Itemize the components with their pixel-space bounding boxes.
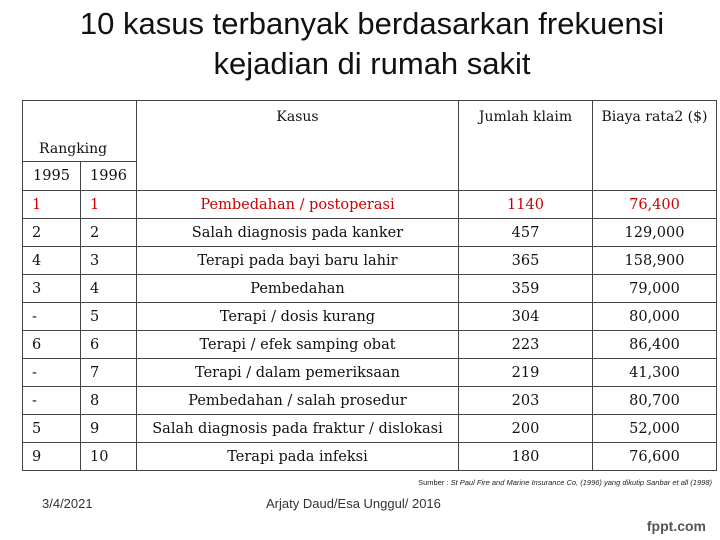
slide-title bbox=[0, 4, 720, 84]
source-text: St Paul Fire and Marine Insurance Co, (1996) yang dikutip Sanbar et all (1998) bbox=[450, 478, 712, 487]
rank-1996-cell: 9 bbox=[81, 415, 137, 443]
biaya-header: Biaya rata2 ($) bbox=[593, 101, 717, 191]
kasus-cell: Pembedahan / salah prosedur bbox=[137, 387, 459, 415]
rank-1995-cell: 4 bbox=[23, 247, 81, 275]
rank-1995-cell: 5 bbox=[23, 415, 81, 443]
rank-1995-cell: 9 bbox=[23, 443, 81, 471]
jumlah-cell: 203 bbox=[459, 387, 593, 415]
biaya-cell: 76,600 bbox=[593, 443, 717, 471]
kasus-cell: Terapi / dosis kurang bbox=[137, 303, 459, 331]
rangking-header: Rangking bbox=[39, 141, 108, 157]
rank-1996-cell: 5 bbox=[81, 303, 137, 331]
table-row bbox=[23, 303, 717, 331]
rank-1996-cell: 10 bbox=[81, 443, 137, 471]
table-row bbox=[23, 443, 717, 471]
table-row bbox=[23, 191, 717, 219]
table-row bbox=[23, 415, 717, 443]
slide-title-line-1: 10 kasus terbanyak berdasarkan frekuensi bbox=[79, 6, 665, 41]
biaya-cell: 80,700 bbox=[593, 387, 717, 415]
kasus-cell: Terapi / efek samping obat bbox=[137, 331, 459, 359]
jumlah-cell: 365 bbox=[459, 247, 593, 275]
table-row bbox=[23, 247, 717, 275]
biaya-cell: 158,900 bbox=[593, 247, 717, 275]
kasus-header: Kasus bbox=[137, 101, 459, 191]
rank-1996-cell: 4 bbox=[81, 275, 137, 303]
jumlah-cell: 219 bbox=[459, 359, 593, 387]
biaya-cell: 129,000 bbox=[593, 219, 717, 247]
table-row bbox=[23, 331, 717, 359]
jumlah-header: Jumlah klaim bbox=[459, 101, 593, 191]
kasus-cell: Pembedahan / postoperasi bbox=[137, 191, 459, 219]
rank-1996-cell: 2 bbox=[81, 219, 137, 247]
kasus-cell: Pembedahan bbox=[137, 275, 459, 303]
jumlah-cell: 223 bbox=[459, 331, 593, 359]
rank-1995-cell: 2 bbox=[23, 219, 81, 247]
claims-table bbox=[22, 100, 717, 471]
jumlah-cell: 304 bbox=[459, 303, 593, 331]
kasus-cell: Salah diagnosis pada fraktur / dislokasi bbox=[137, 415, 459, 443]
kasus-cell: Terapi pada infeksi bbox=[137, 443, 459, 471]
slide-title-line-2: kejadian di rumah sakit bbox=[213, 46, 531, 81]
biaya-cell: 86,400 bbox=[593, 331, 717, 359]
biaya-cell: 80,000 bbox=[593, 303, 717, 331]
table-row bbox=[23, 219, 717, 247]
kasus-cell: Terapi pada bayi baru lahir bbox=[137, 247, 459, 275]
biaya-cell: 52,000 bbox=[593, 415, 717, 443]
kasus-cell: Salah diagnosis pada kanker bbox=[137, 219, 459, 247]
rank-1995-cell: 3 bbox=[23, 275, 81, 303]
rank-1995-cell: - bbox=[23, 387, 81, 415]
year-1996-header: 1996 bbox=[81, 162, 137, 191]
claims-table-body bbox=[23, 101, 717, 471]
rank-1996-cell: 8 bbox=[81, 387, 137, 415]
jumlah-cell: 1140 bbox=[459, 191, 593, 219]
jumlah-cell: 200 bbox=[459, 415, 593, 443]
rank-1996-cell: 1 bbox=[81, 191, 137, 219]
table-row bbox=[23, 387, 717, 415]
table-row bbox=[23, 275, 717, 303]
rank-1996-cell: 3 bbox=[81, 247, 137, 275]
biaya-cell: 41,300 bbox=[593, 359, 717, 387]
kasus-cell: Terapi / dalam pemeriksaan bbox=[137, 359, 459, 387]
rank-1996-cell: 6 bbox=[81, 331, 137, 359]
footer-date: 3/4/2021 bbox=[42, 496, 93, 511]
rangking-header-cell bbox=[23, 101, 137, 162]
rank-1995-cell: 1 bbox=[23, 191, 81, 219]
footer-author: Arjaty Daud/Esa Unggul/ 2016 bbox=[266, 496, 441, 511]
source-note bbox=[418, 478, 712, 487]
rank-1995-cell: - bbox=[23, 359, 81, 387]
rank-1995-cell: - bbox=[23, 303, 81, 331]
biaya-cell: 76,400 bbox=[593, 191, 717, 219]
jumlah-cell: 457 bbox=[459, 219, 593, 247]
jumlah-cell: 359 bbox=[459, 275, 593, 303]
biaya-cell: 79,000 bbox=[593, 275, 717, 303]
rank-1995-cell: 6 bbox=[23, 331, 81, 359]
source-label: Sumber : bbox=[418, 478, 449, 487]
jumlah-cell: 180 bbox=[459, 443, 593, 471]
rank-1996-cell: 7 bbox=[81, 359, 137, 387]
table-row bbox=[23, 359, 717, 387]
brand-logo-text: fppt.com bbox=[646, 518, 706, 534]
year-1995-header: 1995 bbox=[23, 162, 81, 191]
